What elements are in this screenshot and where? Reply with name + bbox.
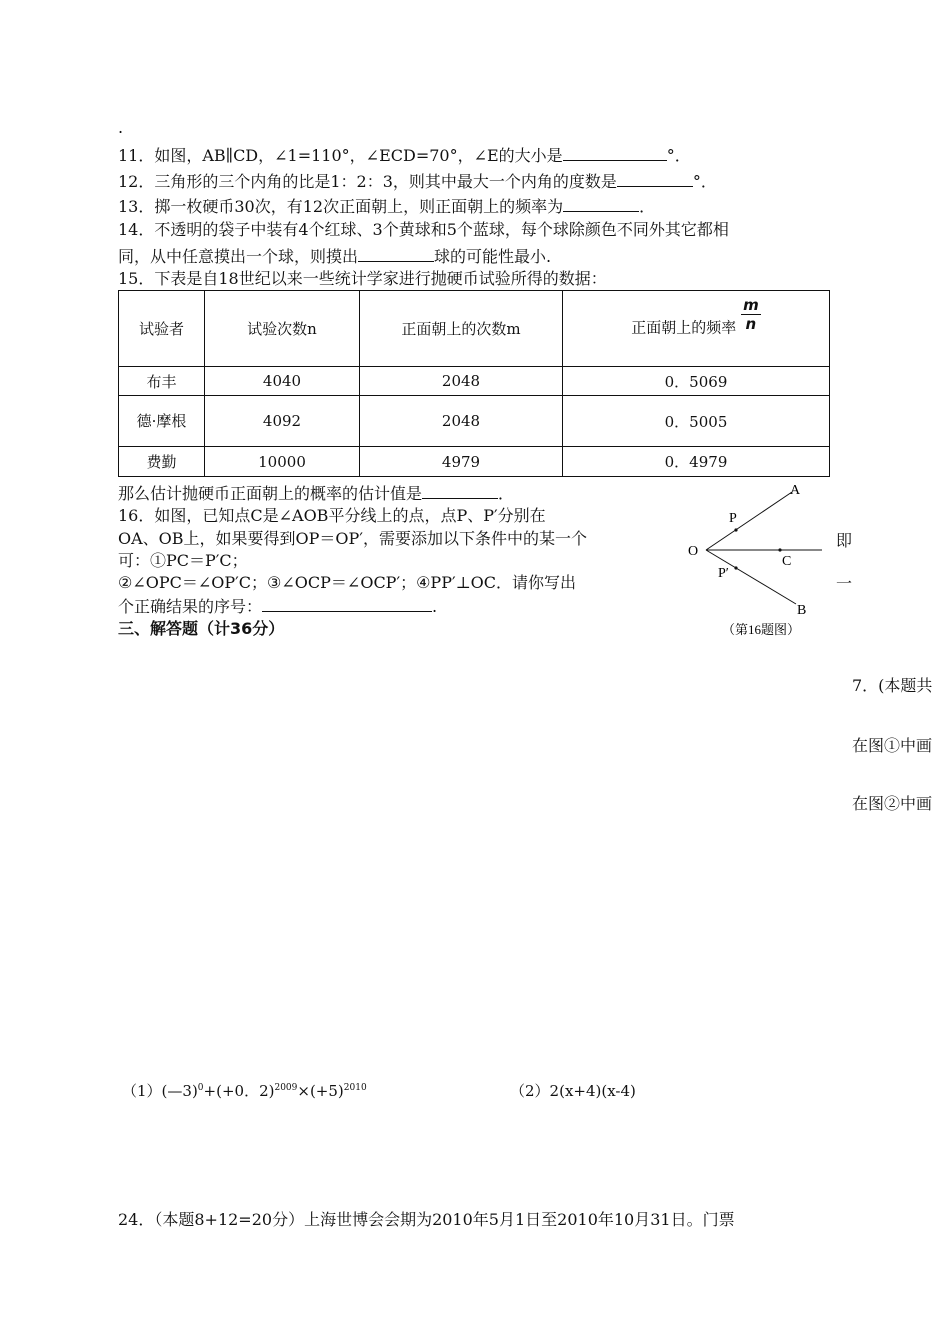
fraction-m-over-n <box>741 296 761 333</box>
question-14-line2 <box>118 245 551 268</box>
figure-caption: （第16题图） <box>722 622 801 637</box>
q13-suffix: ． <box>639 197 656 216</box>
question-24: 24．（本题8+12=20分）上海世博会会期为2010年5月1日至2010年10月31日。门票 <box>118 1210 735 1229</box>
ray-oa <box>706 492 792 550</box>
point-c <box>778 548 781 551</box>
fraction-denominator: n <box>745 315 757 333</box>
label-a: A <box>790 483 801 498</box>
label-p-prime: P′ <box>718 566 729 581</box>
header-experimenter: 试验者 <box>119 291 205 367</box>
row-frequency: 0．4979 <box>563 447 830 477</box>
section-3-heading: 三、解答题（计36分） <box>118 619 285 638</box>
row-frequency: 0．5005 <box>563 396 830 447</box>
q14-suffix: 球的可能性最小. <box>434 247 552 266</box>
row-heads: 2048 <box>360 367 563 396</box>
label-o: O <box>688 544 699 559</box>
q16-cut-right-1: 即 <box>836 531 853 550</box>
q15-outro-text: 那么估计抛硬币正面朝上的概率的估计值是 <box>118 484 423 503</box>
q16-answer-blank[interactable] <box>262 595 432 612</box>
q16-line5-text: 个正确结果的序号： <box>118 597 263 616</box>
calc-problem-1 <box>122 1080 367 1101</box>
row-trials: 4092 <box>205 396 360 447</box>
q12-text: 12．三角形的三个内角的比是1：2：3，则其中最大一个内角的度数是 <box>118 172 617 191</box>
label-b: B <box>797 603 807 618</box>
q11-suffix: °． <box>666 146 691 165</box>
q11-answer-blank[interactable] <box>563 144 667 161</box>
q14-text: 同，从中任意摸出一个球，则摸出 <box>118 247 359 266</box>
point-p <box>734 528 737 531</box>
question-16-line3: 可：①PC＝P′C； <box>118 551 248 570</box>
fraction-numerator: m <box>743 296 759 314</box>
calc1-exp2: 2010 <box>343 1083 367 1093</box>
question-13 <box>118 195 655 218</box>
q15-outro-suffix: ． <box>498 484 515 503</box>
question-15-outro <box>118 482 514 505</box>
cut-off-instruction-1: 在图①中画 <box>852 736 933 755</box>
calc1-exp1: 2009 <box>274 1083 298 1093</box>
table-row <box>119 367 830 396</box>
calc1-pre: （1）(—3) <box>122 1082 198 1100</box>
header-heads: 正面朝上的次数m <box>360 291 563 367</box>
q13-answer-blank[interactable] <box>563 195 639 212</box>
cut-off-instruction-2: 在图②中画 <box>852 794 933 813</box>
q11-text: 11．如图，AB∥CD，∠1=110°，∠ECD=70°，∠E的大小是 <box>118 146 563 165</box>
header-frequency <box>563 291 830 367</box>
cut-off-question-17: 7．(本题共 <box>852 676 933 695</box>
row-heads: 4979 <box>360 447 563 477</box>
point-p-prime <box>734 566 737 569</box>
stray-dot: . <box>118 118 124 137</box>
question-16-line2: OA、OB上，如果要得到OP＝OP′，需要添加以下条件中的某一个 <box>118 529 587 548</box>
q16-line5-suffix: . <box>432 597 438 616</box>
calc1-mid: +(+0．2) <box>203 1082 275 1100</box>
row-name: 德·摩根 <box>119 396 205 447</box>
question-16-line5 <box>118 595 437 618</box>
row-heads: 2048 <box>360 396 563 447</box>
label-p: P <box>729 511 737 526</box>
table-row <box>119 396 830 447</box>
coin-toss-table <box>118 290 830 477</box>
question-16-line1: 16．如图，已知点C是∠AOB平分线上的点，点P、P′分别在 <box>118 506 546 525</box>
calc1-mid2: ×(+5) <box>297 1082 344 1100</box>
q15-answer-blank[interactable] <box>422 482 498 499</box>
header-trials: 试验次数n <box>205 291 360 367</box>
table-row <box>119 447 830 477</box>
row-name: 布丰 <box>119 367 205 396</box>
question-16-line4: ②∠OPC＝∠OP′C；③∠OCP＝∠OCP′；④PP′⊥OC．请你写出 <box>118 573 576 592</box>
label-c: C <box>782 554 792 569</box>
header-frequency-label: 正面朝上的频率 <box>631 318 737 337</box>
row-frequency: 0．5069 <box>563 367 830 396</box>
question-14-line1: 14．不透明的袋子中装有4个红球、3个黄球和5个蓝球，每个球除颜色不同外其它都相 <box>118 220 729 239</box>
row-trials: 4040 <box>205 367 360 396</box>
q12-answer-blank[interactable] <box>617 170 693 187</box>
calc1-exp0: 0 <box>197 1083 204 1093</box>
row-trials: 10000 <box>205 447 360 477</box>
question-12 <box>118 170 717 193</box>
q12-suffix: °． <box>692 172 717 191</box>
row-name: 费勤 <box>119 447 205 477</box>
q14-answer-blank[interactable] <box>358 245 434 262</box>
table-header-row <box>119 291 830 367</box>
angle-bisector-figure <box>680 478 840 643</box>
question-15-intro: 15．下表是自18世纪以来一些统计学家进行抛硬币试验所得的数据： <box>118 269 607 288</box>
calc-problem-2: （2）2(x+4)(x-4) <box>510 1082 636 1100</box>
q16-cut-right-2: 一 <box>836 574 853 593</box>
question-11 <box>118 144 691 167</box>
q13-text: 13．掷一枚硬币30次，有12次正面朝上，则正面朝上的频率为 <box>118 197 564 216</box>
